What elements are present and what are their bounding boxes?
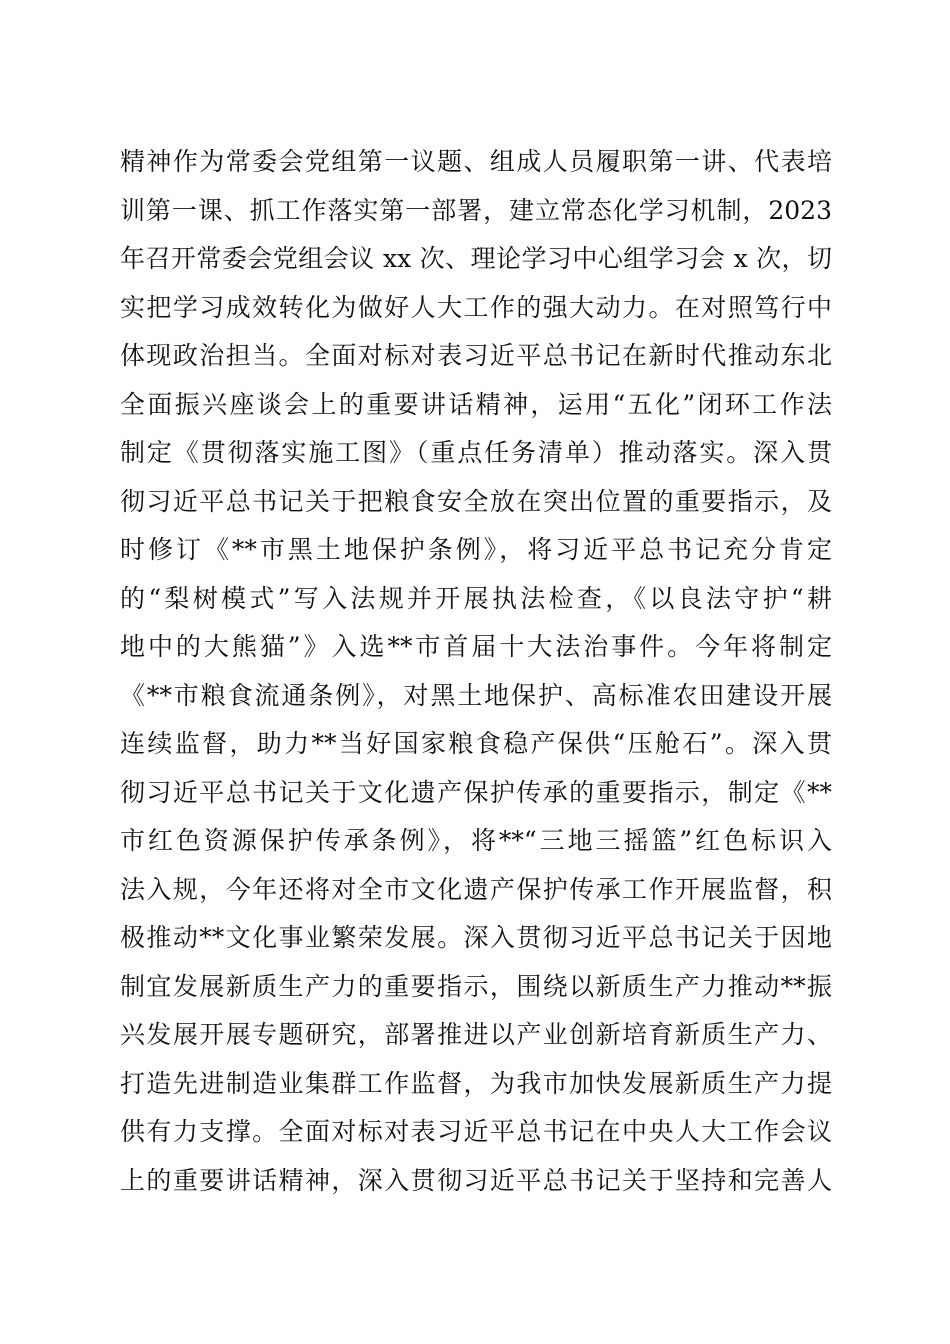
- text-line: 打造先进制造业集群工作监督，为我市加快发展新质生产力提: [120, 1068, 832, 1098]
- text-line: 制宜发展新质生产力的重要指示，围绕以新质生产力推动**振: [120, 971, 832, 1001]
- text-line: 精神作为常委会党组第一议题、组成人员履职第一讲、代表培: [120, 147, 832, 176]
- text-line: 市红色资源保护传承条例》，将**“三地三摇篮”红色标识入: [120, 826, 832, 855]
- text-line: 上的重要讲话精神，深入贯彻习近平总书记关于坚持和完善人: [120, 1165, 832, 1195]
- text-line: 彻习近平总书记关于文化遗产保护传承的重要指示，制定《**: [120, 777, 832, 807]
- text-line: 年召开常委会党组会议 xx 次、理论学习中心组学习会 x 次，切: [120, 244, 832, 273]
- text-line: 体现政治担当。全面对标对表习近平总书记在新时代推动东北: [120, 341, 832, 370]
- text-line: 全面振兴座谈会上的重要讲话精神，运用“五化”闭环工作法: [120, 389, 832, 419]
- text-line: 时修订《**市黑土地保护条例》，将习近平总书记充分肯定: [120, 535, 832, 564]
- text-line: 供有力支撑。全面对标对表习近平总书记在中央人大工作会议: [120, 1117, 832, 1146]
- text-line: 训第一课、抓工作落实第一部署，建立常态化学习机制，2023: [120, 195, 832, 225]
- text-line: 的“梨树模式”写入法规并开展执法检查，《以良法守护“耕: [120, 583, 832, 613]
- text-line: 制定《贯彻落实施工图》（重点任务清单）推动落实。深入贯: [120, 438, 832, 467]
- text-line: 实把学习成效转化为做好人大工作的强大动力。在对照笃行中: [120, 292, 832, 322]
- text-line: 地中的大熊猫”》入选**市首届十大法治事件。今年将制定: [120, 632, 832, 661]
- text-line: 《**市粮食流通条例》，对黑土地保护、高标准农田建设开展: [120, 680, 832, 710]
- text-line: 极推动**文化事业繁荣发展。深入贯彻习近平总书记关于因地: [120, 923, 832, 952]
- text-line: 连续监督，助力**当好国家粮食稳产保供“压舱石”。深入贯: [120, 729, 832, 758]
- text-line: 彻习近平总书记关于把粮食安全放在突出位置的重要指示，及: [120, 486, 832, 516]
- body-paragraph: [120, 138, 832, 1205]
- text-line: 兴发展开展专题研究，部署推进以产业创新培育新质生产力、: [120, 1020, 832, 1049]
- text-line: 法入规，今年还将对全市文化遗产保护传承工作开展监督，积: [120, 874, 832, 904]
